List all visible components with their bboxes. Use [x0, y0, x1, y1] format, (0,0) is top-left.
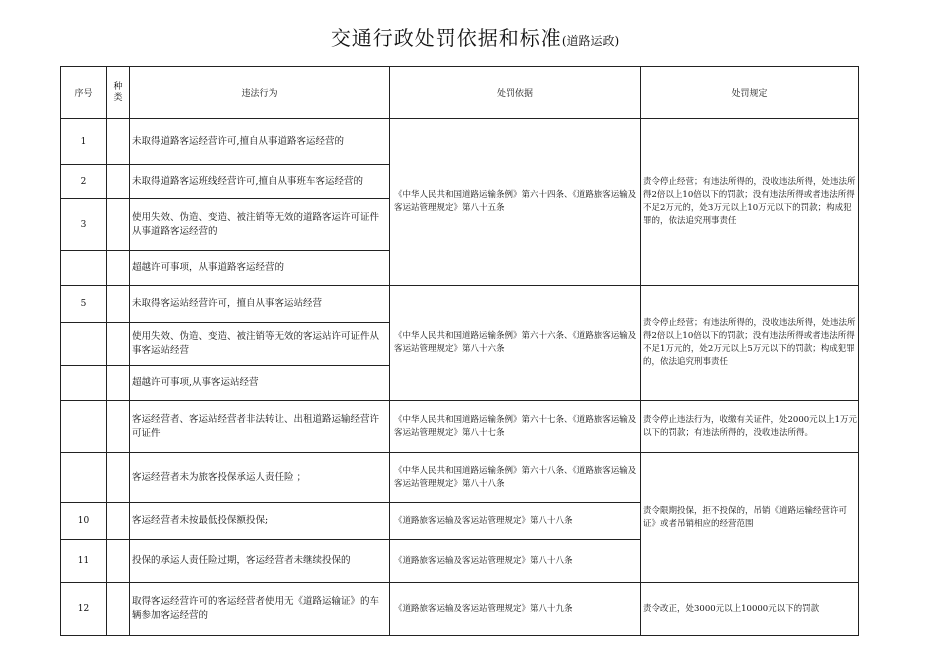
basis-text: 《中华人民共和国道路运输条例》第六十七条、《道路旅客运输及客运站管理规定》第八十七条 — [394, 414, 637, 438]
table-row — [61, 401, 859, 453]
rule-group-2 — [641, 286, 859, 401]
rule-text: 责令停止经营；有违法所得的，没收违法所得，处违法所得2倍以上10倍以下的罚款；没有违法所得或者违法所得不足2万元的，处3万元以上10万元以下的罚款；构成犯罪的，依法追究刑事责任 — [643, 177, 856, 226]
row-behavior: 超越许可事项,从事客运站经营 — [130, 366, 390, 401]
row-no: 10 — [61, 503, 107, 540]
table-row — [61, 453, 859, 503]
header-behavior: 违法行为 — [130, 67, 390, 119]
row-behavior: 投保的承运人责任险过期，客运经营者未继续投保的 — [130, 540, 390, 583]
row-behavior: 使用失效、伪造、变造、被注销等无效的客运站许可证件从事客运站经营 — [130, 323, 390, 366]
penalty-table — [60, 66, 859, 636]
basis-text: 《中华人民共和国道路运输条例》第六十四条、《道路旅客运输及客运站管理规定》第八十五条 — [394, 190, 637, 213]
rule-group-3 — [641, 401, 859, 453]
row-kind — [107, 540, 130, 583]
row-no — [61, 453, 107, 503]
row-no — [61, 366, 107, 401]
row-behavior: 未取得道路客运经营许可,擅自从事道路客运经营的 — [130, 119, 390, 165]
header-rule: 处罚规定 — [641, 67, 859, 119]
row-kind — [107, 119, 130, 165]
row-behavior: 未取得客运站经营许可，擅自从事客运站经营 — [130, 286, 390, 323]
rule-text: 责令限期投保，拒不投保的，吊销《道路运输经营许可证》或者吊销相应的经营范围 — [643, 505, 848, 529]
rule-group-4 — [641, 453, 859, 583]
row-behavior: 客运经营者未为旅客投保承运人责任险 ； — [130, 453, 390, 503]
row-kind — [107, 165, 130, 199]
basis-text: 《中华人民共和国道路运输条例》第六十六条、《道路旅客运输及客运站管理规定》第八十六条 — [394, 331, 637, 354]
row-no: 2 — [61, 165, 107, 199]
header-kind — [107, 67, 130, 119]
row-kind — [107, 453, 130, 503]
row-no — [61, 323, 107, 366]
table-row — [61, 119, 859, 165]
row-kind — [107, 366, 130, 401]
row-behavior: 未取得道路客运班线经营许可,擅自从事班车客运经营的 — [130, 165, 390, 199]
basis-group-4 — [390, 453, 641, 503]
row-no: 1 — [61, 119, 107, 165]
header-kind-text: 种类 — [113, 81, 123, 103]
row-kind — [107, 583, 130, 636]
row-behavior: 客运经营者、客运站经营者非法转让、出租道路运输经营许可证件 — [130, 401, 390, 453]
row-no: 3 — [61, 199, 107, 251]
row-kind — [107, 503, 130, 540]
row-kind — [107, 199, 130, 251]
basis-group-2 — [390, 286, 641, 401]
rule-text: 责令停止违法行为，收缴有关证件，处2000元以上1万元以下的罚款；有违法所得的，没收违法所得。 — [643, 414, 858, 438]
row-kind — [107, 251, 130, 286]
row-behavior: 使用失效、伪造、变造、被注销等无效的道路客运许可证件从事道路客运经营的 — [130, 199, 390, 251]
row-no: 11 — [61, 540, 107, 583]
basis-group-6: 《道路旅客运输及客运站管理规定》第八十八条 — [390, 540, 641, 583]
basis-group-7: 《道路旅客运输及客运站管理规定》第八十九条 — [390, 583, 641, 636]
row-kind — [107, 286, 130, 323]
header-row — [61, 67, 859, 119]
title-subtitle: (道路运政) — [561, 34, 620, 48]
row-behavior: 客运经营者未按最低投保额投保; — [130, 503, 390, 540]
row-no — [61, 401, 107, 453]
row-no: 12 — [61, 583, 107, 636]
basis-text: 《中华人民共和国道路运输条例》第六十八条、《道路旅客运输及客运站管理规定》第八十八条 — [394, 465, 637, 489]
rule-group-5 — [641, 583, 859, 636]
rule-text: 责令改正，处3000元以上10000元以下的罚款 — [643, 603, 820, 614]
row-behavior: 超越许可事项，从事道路客运经营的 — [130, 251, 390, 286]
header-basis: 处罚依据 — [390, 67, 641, 119]
row-kind — [107, 323, 130, 366]
rule-text: 责令停止经营；有违法所得的，没收违法所得，处违法所得2倍以上10倍以下的罚款；没有违法所得或者违法所得不足1万元的，处2万元以上5万元以下的罚款；构成犯罪的，依法追究刑事责任 — [643, 318, 856, 367]
row-kind — [107, 401, 130, 453]
basis-group-1 — [390, 119, 641, 286]
header-no: 序号 — [61, 67, 107, 119]
title-main: 交通行政处罚依据和标准 — [330, 26, 562, 50]
row-behavior: 取得客运经营许可的客运经营者使用无《道路运输证》的车辆参加客运经营的 — [130, 583, 390, 636]
rule-group-1 — [641, 119, 859, 286]
basis-group-5: 《道路旅客运输及客运站管理规定》第八十八条 — [390, 503, 641, 540]
table-row — [61, 286, 859, 323]
table-row — [61, 583, 859, 636]
row-no — [61, 251, 107, 286]
row-no: 5 — [61, 286, 107, 323]
basis-group-3 — [390, 401, 641, 453]
document-title — [0, 22, 950, 51]
